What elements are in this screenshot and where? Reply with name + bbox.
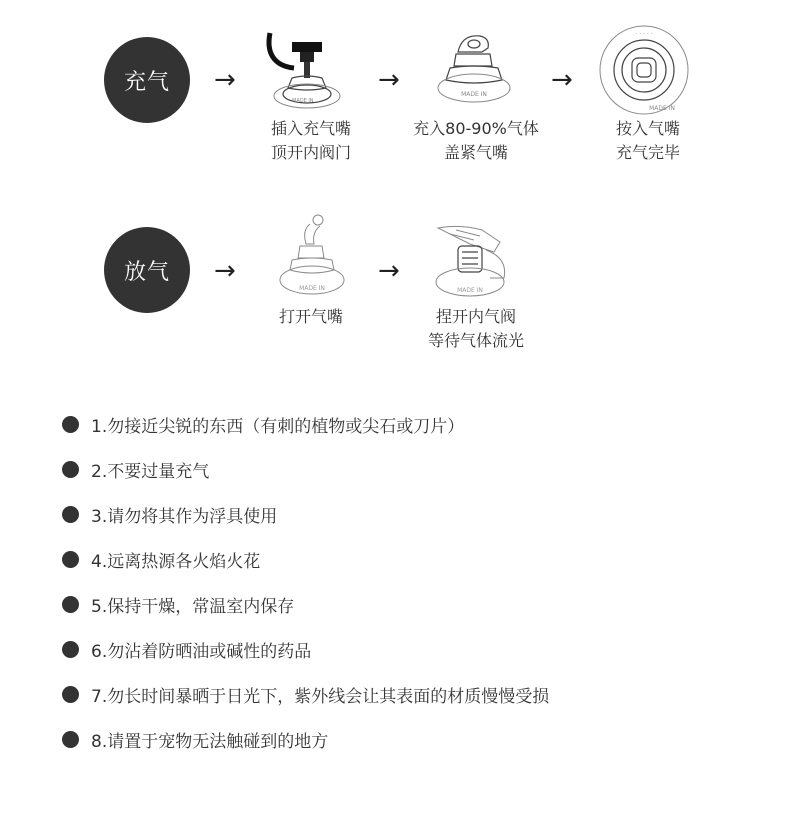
list-item: 6.勿沾着防晒油或碱性的药品 (62, 627, 549, 672)
list-item: 7.勿长时间暴晒于日光下，紫外线会让其表面的材质慢慢受损 (62, 672, 549, 717)
valve-insert-nozzle-icon (262, 28, 362, 110)
svg-text:MADE IN: MADE IN (457, 287, 483, 294)
valve-squeeze-icon (430, 222, 522, 302)
list-item: 1.勿接近尖锐的东西（有刺的植物或尖石或刀片） (62, 402, 549, 447)
inflate-step-2-caption: 充入80-90%气体 盖紧气嘴 (413, 119, 539, 162)
arrow-right-icon: → (378, 256, 400, 286)
arrow-right-icon: → (214, 256, 236, 286)
inflate-badge (104, 37, 190, 123)
inflate-badge-label: 充气 (123, 69, 170, 95)
valve-cap-icon (432, 30, 522, 112)
list-item: 5.保持干燥，常温室内保存 (62, 582, 549, 627)
bullet-icon (62, 641, 79, 658)
bullet-icon (62, 461, 79, 478)
svg-text:MADE IN: MADE IN (649, 105, 675, 112)
inflate-step-3-caption: 按入气嘴 充气完毕 (615, 119, 681, 162)
deflate-step-1-caption: 打开气嘴 (278, 307, 344, 326)
arrow-right-icon: → (551, 65, 573, 95)
valve-top-view-icon (598, 24, 690, 116)
list-item: 4.远离热源各火焰火花 (62, 537, 549, 582)
svg-text:MADE IN: MADE IN (299, 285, 325, 292)
arrow-right-icon: → (378, 65, 400, 95)
deflate-step-2-caption: 捏开内气阀 等待气体流光 (427, 307, 525, 350)
deflate-badge (104, 227, 190, 313)
list-item: 8.请置于宠物无法触碰到的地方 (62, 717, 549, 762)
deflate-badge-label: 放气 (123, 259, 170, 285)
bullet-icon (62, 551, 79, 568)
svg-text:· · · · ·: · · · · · (635, 31, 653, 38)
inflate-step-1-caption: 插入充气嘴 顶开内阀门 (270, 119, 352, 162)
valve-open-icon (270, 210, 350, 302)
bullet-icon (62, 686, 79, 703)
arrow-right-icon: → (214, 65, 236, 95)
bullet-icon (62, 596, 79, 613)
bullet-icon (62, 416, 79, 433)
svg-text:MADE IN: MADE IN (461, 91, 487, 98)
list-item: 3.请勿将其作为浮具使用 (62, 492, 549, 537)
care-tips-list (62, 402, 549, 762)
list-item: 2.不要过量充气 (62, 447, 549, 492)
bullet-icon (62, 731, 79, 748)
bullet-icon (62, 506, 79, 523)
svg-text:MADE IN: MADE IN (292, 98, 314, 104)
